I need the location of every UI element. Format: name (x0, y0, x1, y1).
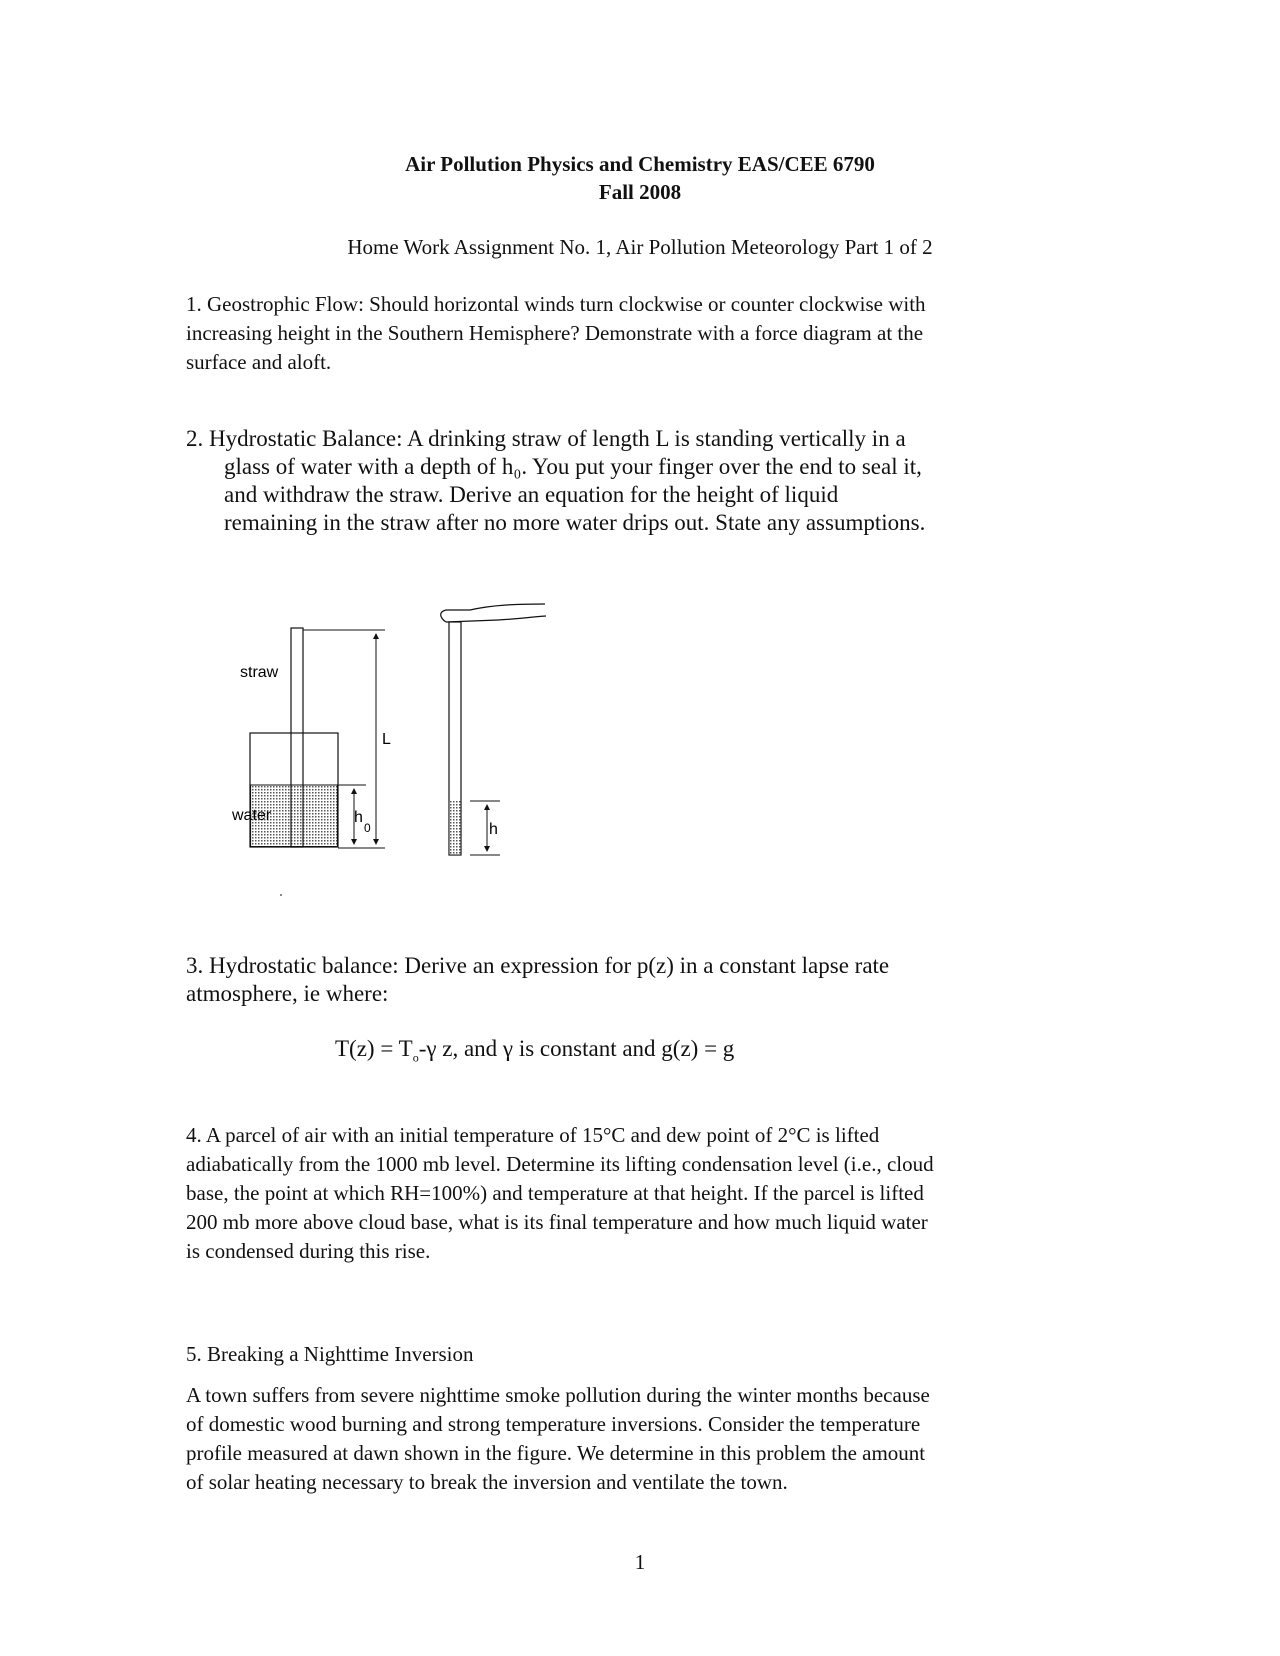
question-4-line: 200 mb more above cloud base, what is its final temperature and how much liquid water (186, 1210, 928, 1234)
question-4-line: adiabatically from the 1000 mb level. Determine its lifting condensation level (i.e., cloud (186, 1152, 934, 1176)
question-4-line: 4. A parcel of air with an initial temperature of 15°C and dew point of 2°C is lifted (186, 1123, 880, 1147)
straw-label: straw (240, 664, 279, 681)
straw-diagram (0, 590, 600, 910)
question-5-line: of solar heating necessary to break the inversion and ventilate the town. (186, 1470, 788, 1494)
question-5-line: profile measured at dawn shown in the figure. We determine in this problem the amount (186, 1441, 926, 1465)
question-2-line: 2. Hydrostatic Balance: A drinking straw of length L is standing vertically in a (186, 426, 906, 451)
question-5-line: of domestic wood burning and strong temperature inversions. Consider the temperature (186, 1412, 921, 1436)
question-1 (186, 290, 1086, 377)
retained-water (450, 801, 461, 855)
term-heading: Fall 2008 (598, 180, 682, 204)
question-3-line: atmosphere, ie where: (186, 981, 389, 1006)
question-2-line: remaining in the straw after no more water drips out. State any assumptions. (224, 510, 926, 535)
length-label: L (382, 731, 391, 748)
question-5 (186, 1381, 1106, 1497)
question-4-line: base, the point at which RH=100%) and temperature at that height. If the parcel is lifted (186, 1181, 924, 1205)
question-2 (186, 425, 1106, 537)
document-title: Air Pollution Physics and Chemistry EAS/CEE 6790 (405, 152, 875, 176)
lapse-rate-equation: $T(z) = T_o-\gamma$ z, and γ is constant and g(z) = g (335, 1036, 735, 1065)
page-number: 1 (634, 1550, 646, 1574)
question-1-line: increasing height in the Southern Hemisphere? Demonstrate with a force diagram at the (186, 321, 924, 345)
question-2-line: glass of water with a depth of h₀. You put your finger over the end to seal it, (224, 454, 922, 479)
h0-subscript: 0 (364, 821, 371, 835)
question-5-line: A town suffers from severe nighttime smoke pollution during the winter months because (186, 1383, 930, 1407)
question-3 (186, 952, 1106, 1008)
finger-illustration (441, 604, 546, 622)
question-4 (186, 1121, 1106, 1266)
question-5-heading: 5. Breaking a Nighttime Inversion (186, 1342, 474, 1366)
h0-label: h (354, 809, 363, 826)
h-label: h (489, 821, 498, 838)
question-1-line: 1. Geostrophic Flow: Should horizontal winds turn clockwise or counter clockwise with (186, 292, 926, 316)
question-3-line: 3. Hydrostatic balance: Derive an expression for p(z) in a constant lapse rate (186, 953, 890, 978)
question-2-line: and withdraw the straw. Derive an equation for the height of liquid (224, 482, 839, 507)
question-1-line: surface and aloft. (186, 350, 332, 374)
assignment-heading: Home Work Assignment No. 1, Air Pollution Meteorology Part 1 of 2 (347, 235, 933, 259)
water-label: water (232, 807, 272, 824)
question-4-line: is condensed during this rise. (186, 1239, 431, 1263)
